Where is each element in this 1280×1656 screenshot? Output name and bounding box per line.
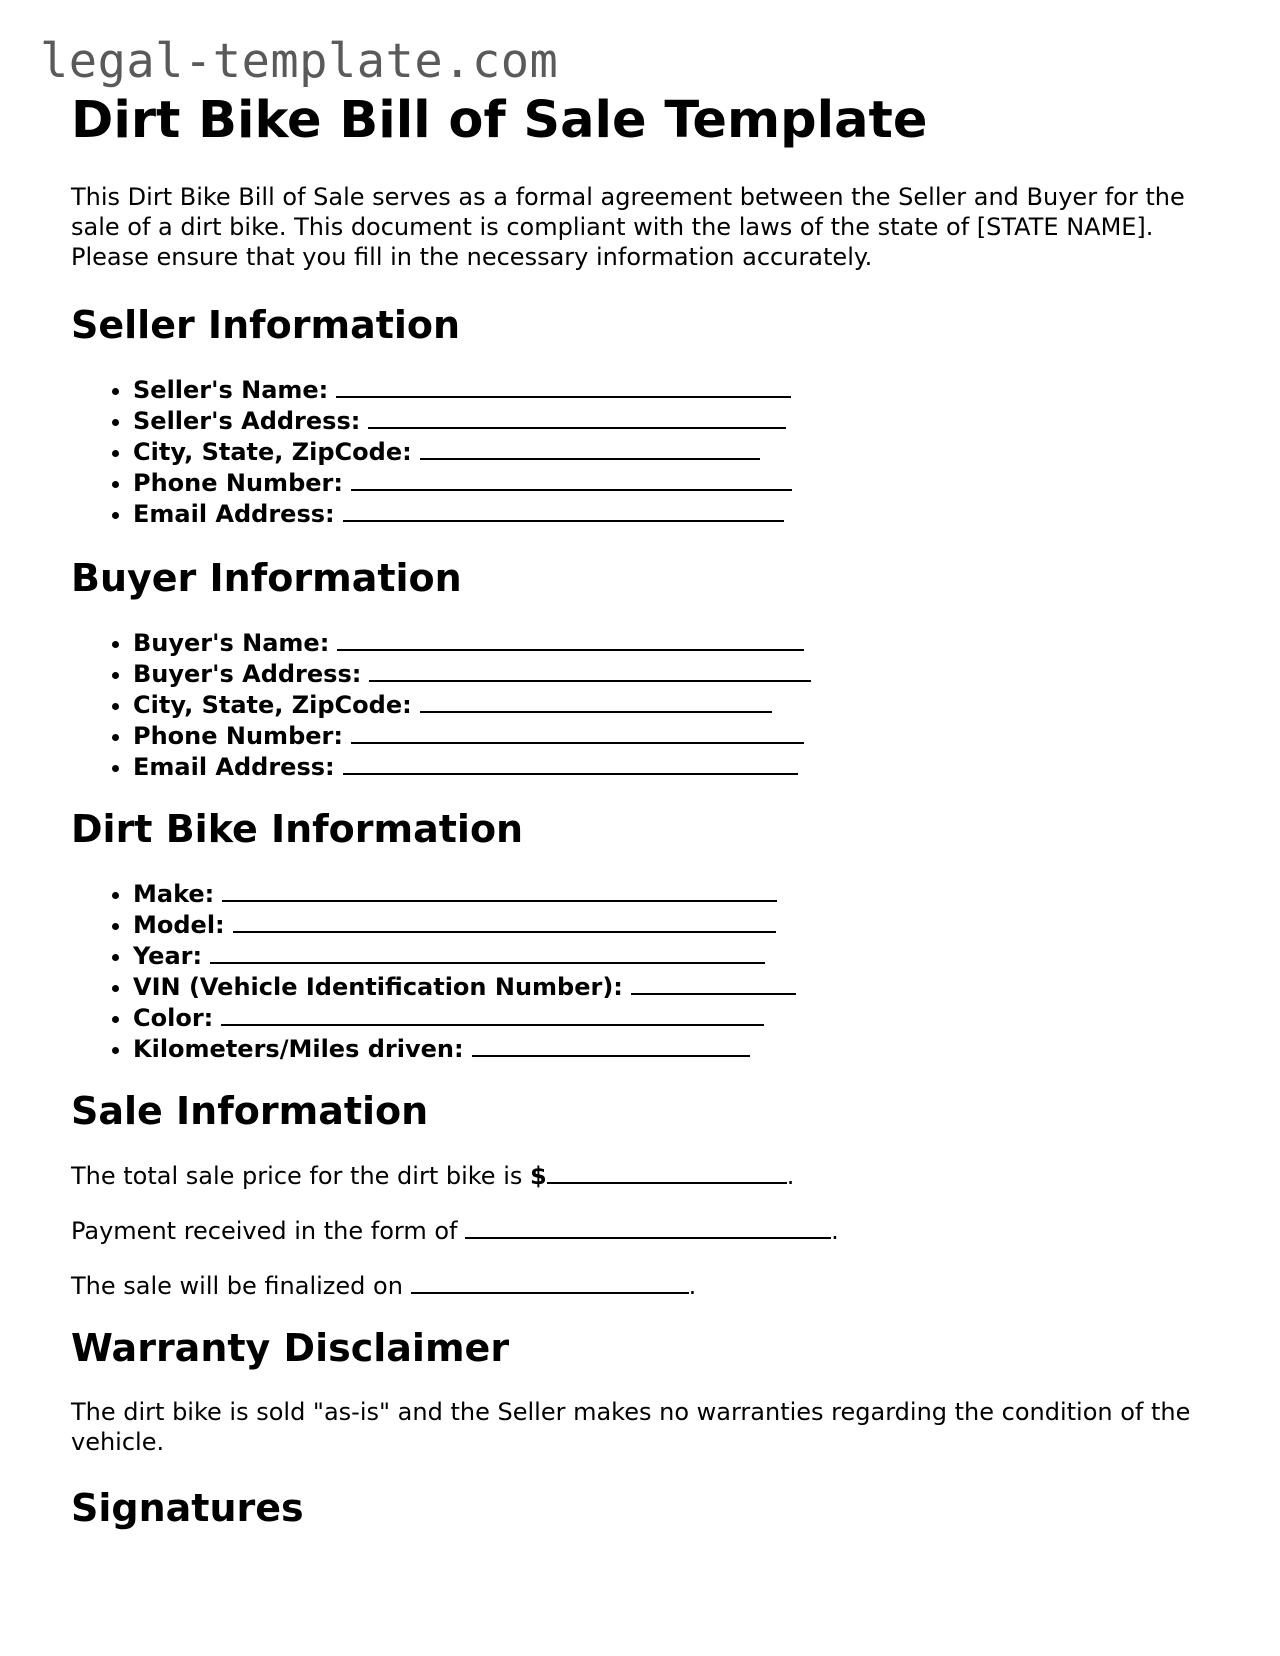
list-item: • Year: bbox=[133, 940, 1201, 971]
list-item: • City, State, ZipCode: bbox=[133, 689, 1201, 720]
finalized-line: The sale will be finalized on . bbox=[71, 1272, 697, 1300]
list-item: • Seller's Name: bbox=[133, 374, 1201, 405]
bike-heading: Dirt Bike Information bbox=[71, 807, 524, 851]
list-item: • Phone Number: bbox=[133, 467, 1201, 498]
seller-heading: Seller Information bbox=[71, 303, 461, 347]
document-body bbox=[71, 90, 1201, 1531]
watermark: legal-template.com bbox=[40, 34, 559, 89]
warranty-heading: Warranty Disclaimer bbox=[71, 1326, 510, 1370]
buyer-heading: Buyer Information bbox=[71, 556, 462, 600]
bike-field-list bbox=[71, 878, 1201, 1064]
seller-name-blank[interactable] bbox=[336, 374, 791, 398]
sale-price-line: The total sale price for the dirt bike is $ . bbox=[71, 1162, 795, 1190]
page-title: Dirt Bike Bill of Sale Template bbox=[71, 91, 928, 150]
warranty-text: The dirt bike is sold "as-is" and the Seller makes no warranties regarding the condition of the vehicle. bbox=[71, 1398, 1191, 1456]
buyer-email-blank[interactable] bbox=[343, 751, 798, 775]
buyer-phone-blank[interactable] bbox=[351, 720, 804, 744]
make-blank[interactable] bbox=[222, 878, 777, 902]
seller-phone-blank[interactable] bbox=[351, 467, 792, 491]
list-item: • City, State, ZipCode: bbox=[133, 436, 1201, 467]
vin-blank[interactable] bbox=[631, 971, 796, 995]
signatures-heading: Signatures bbox=[71, 1486, 304, 1530]
finalized-date-blank[interactable] bbox=[411, 1270, 689, 1294]
list-item: • Kilometers/Miles driven: bbox=[133, 1033, 1201, 1064]
dollar-sign: $ bbox=[530, 1162, 547, 1190]
mileage-blank[interactable] bbox=[472, 1033, 750, 1057]
year-blank[interactable] bbox=[210, 940, 765, 964]
list-item: • Seller's Address: bbox=[133, 405, 1201, 436]
payment-line: Payment received in the form of . bbox=[71, 1217, 839, 1245]
list-item: • Phone Number: bbox=[133, 720, 1201, 751]
seller-address-blank[interactable] bbox=[368, 405, 786, 429]
sale-heading: Sale Information bbox=[71, 1089, 429, 1133]
list-item: • Email Address: bbox=[133, 498, 1201, 529]
list-item: • Make: bbox=[133, 878, 1201, 909]
seller-field-list bbox=[71, 374, 1201, 529]
intro-paragraph: This Dirt Bike Bill of Sale serves as a formal agreement between the Seller and Buyer for the sale of a dirt bike. This document is compliant with the laws of the state of [STATE NAME]. Please ensure that you fill in the necessary information accurately. bbox=[71, 183, 1185, 271]
buyer-city-blank[interactable] bbox=[420, 689, 772, 713]
list-item: • Buyer's Name: bbox=[133, 627, 1201, 658]
seller-email-blank[interactable] bbox=[343, 498, 784, 522]
color-blank[interactable] bbox=[221, 1002, 764, 1026]
list-item: • Email Address: bbox=[133, 751, 1201, 782]
seller-city-blank[interactable] bbox=[420, 436, 760, 460]
payment-form-blank[interactable] bbox=[465, 1215, 831, 1239]
list-item: • Color: bbox=[133, 1002, 1201, 1033]
model-blank[interactable] bbox=[233, 909, 776, 933]
buyer-name-blank[interactable] bbox=[337, 627, 804, 651]
buyer-field-list bbox=[71, 627, 1201, 782]
sale-price-blank[interactable] bbox=[547, 1160, 787, 1184]
buyer-address-blank[interactable] bbox=[369, 658, 811, 682]
list-item: • Model: bbox=[133, 909, 1201, 940]
list-item: • VIN (Vehicle Identification Number): bbox=[133, 971, 1201, 1002]
list-item: • Buyer's Address: bbox=[133, 658, 1201, 689]
